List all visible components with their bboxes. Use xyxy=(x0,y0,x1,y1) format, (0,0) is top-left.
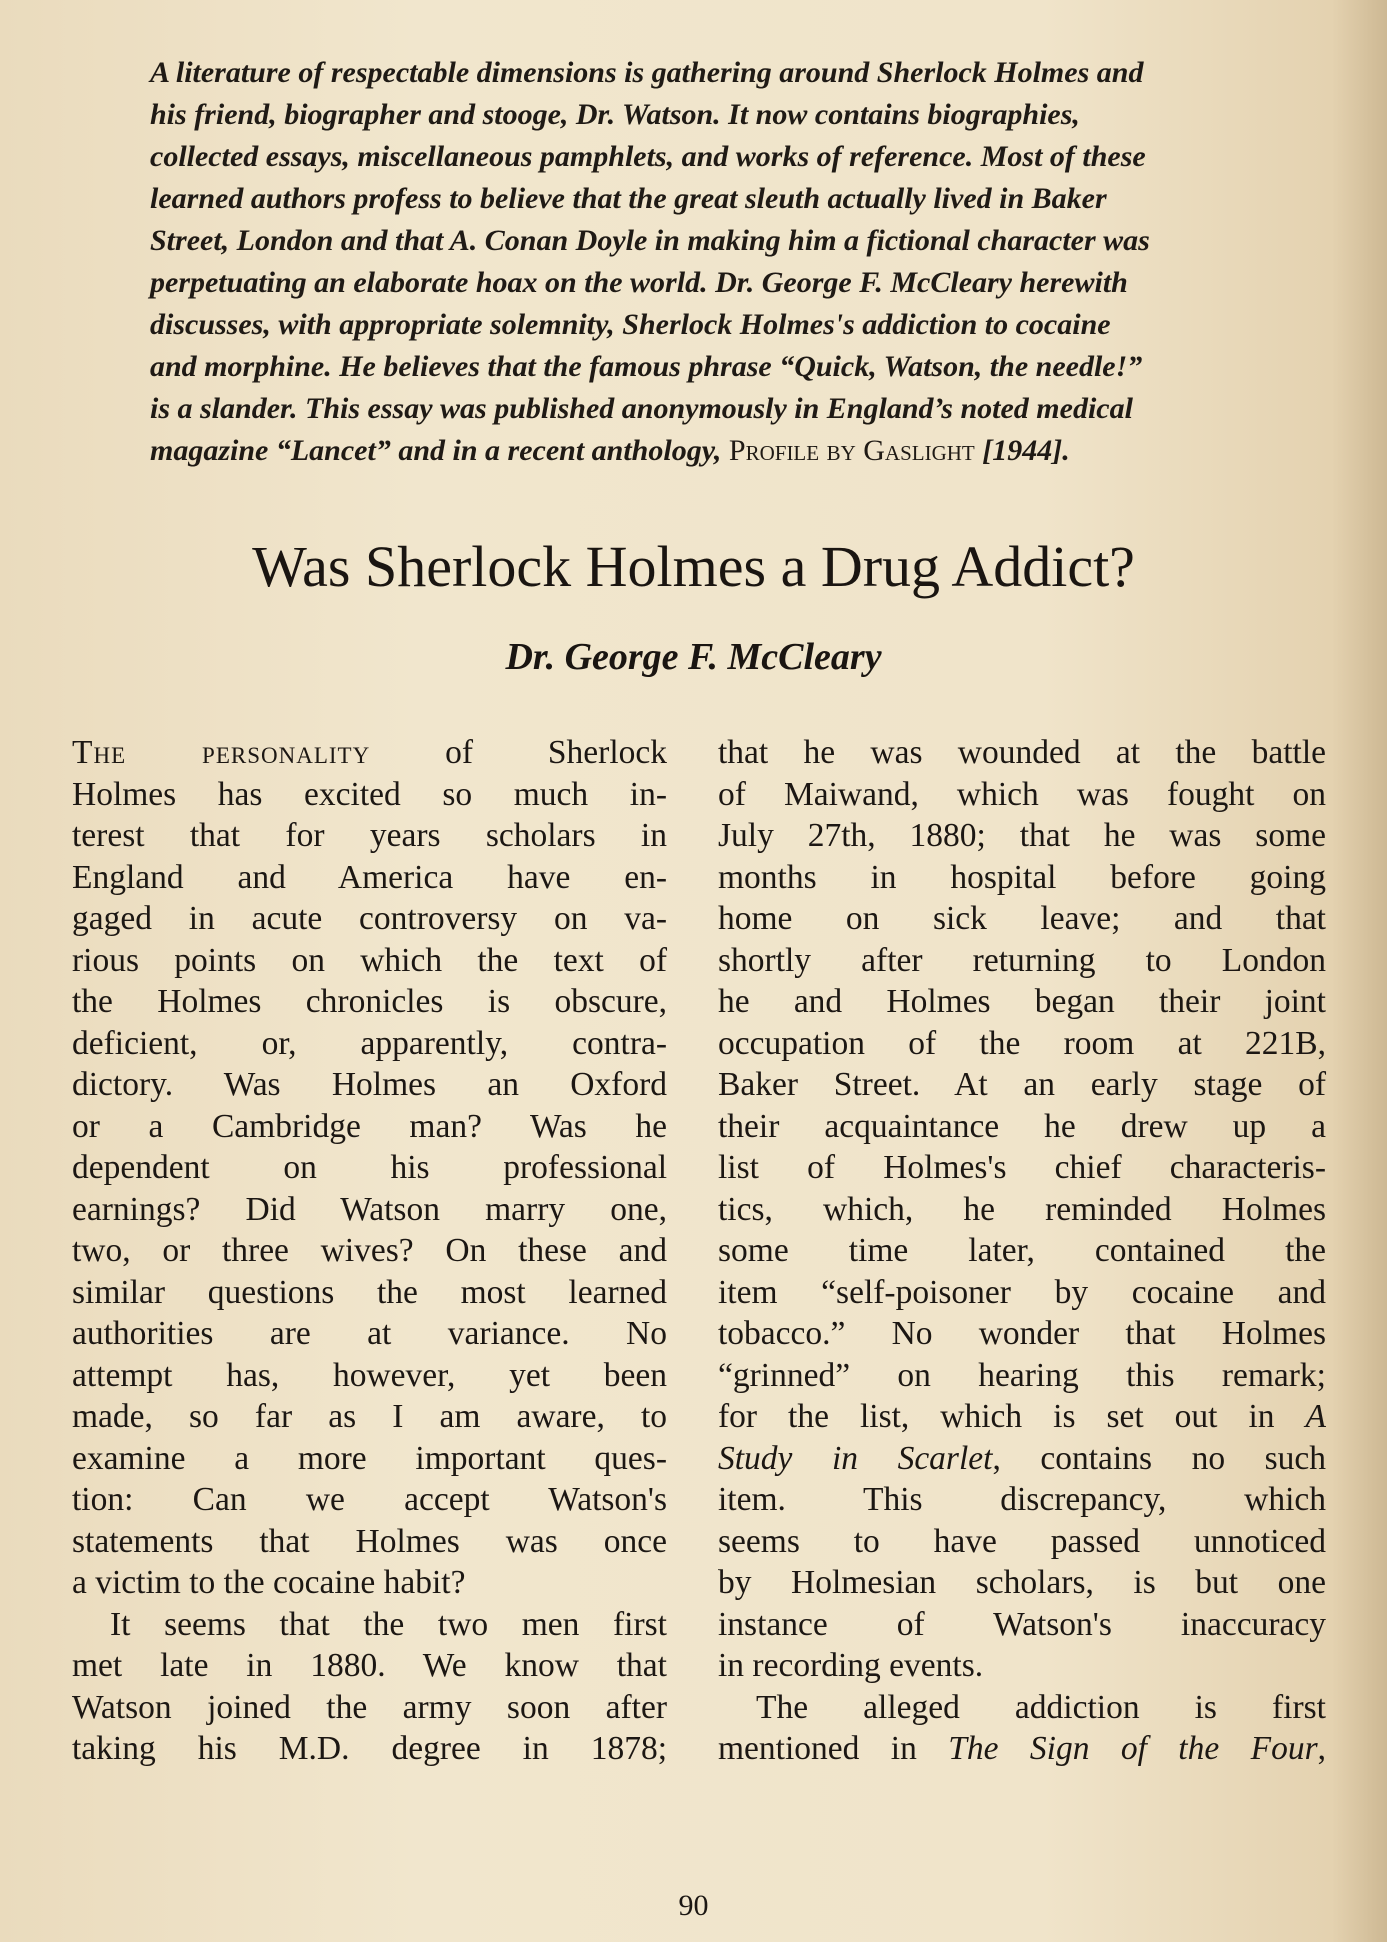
text-fragment: , xyxy=(1317,1730,1327,1767)
text-line: item “self-poisoner by cocaine and xyxy=(718,1273,1326,1311)
page-number: 90 xyxy=(678,1889,709,1922)
text-line: seems to have passed unnoticed xyxy=(718,1522,1326,1560)
text-line: occupation of the room at 221B, xyxy=(718,1024,1326,1062)
text-line: England and America have en- xyxy=(72,858,667,896)
text-fragment: mentioned in xyxy=(718,1730,949,1767)
editorial-introduction xyxy=(150,52,1240,472)
left-text-column xyxy=(72,732,667,1770)
text-line: dependent on his professional xyxy=(72,1149,667,1186)
anthology-year: [1944]. xyxy=(974,434,1070,467)
text-line: tics, which, he reminded Holmes xyxy=(718,1190,1326,1228)
intro-line: Street, London and that A. Conan Doyle in making him a fictional character was xyxy=(150,224,1150,257)
text-line: deficient, or, apparently, contra- xyxy=(72,1024,667,1062)
text-line-with-title xyxy=(718,1728,1326,1770)
article-title: Was Sherlock Holmes a Drug Addict? xyxy=(252,534,1135,599)
book-title-fragment: A xyxy=(1305,1398,1326,1435)
text-line: made, so far as I am aware, to xyxy=(72,1398,667,1435)
anthology-title: Profile by Gaslight xyxy=(728,434,975,467)
intro-line: collected essays, miscellaneous pamphlets, and works of reference. Most of these xyxy=(150,140,1146,173)
text-line: attempt has, however, yet been xyxy=(72,1356,667,1394)
text-line: statements that Holmes was once xyxy=(72,1522,667,1560)
text-line-with-title xyxy=(718,1438,1326,1480)
text-line: some time later, contained the xyxy=(718,1232,1326,1269)
right-text-column xyxy=(718,732,1326,1770)
text-line: list of Holmes's chief characteris- xyxy=(718,1149,1326,1186)
text-line: instance of Watson's inaccuracy xyxy=(718,1605,1326,1643)
text-line: the Holmes chronicles is obscure, xyxy=(72,983,667,1020)
text-line: two, or three wives? On these and xyxy=(72,1232,667,1269)
text-line: that he was wounded at the battle xyxy=(718,734,1326,771)
text-line: item. This discrepancy, which xyxy=(718,1481,1326,1518)
text-line: similar questions the most learned xyxy=(72,1273,667,1311)
text-line: July 27th, 1880; that he was some xyxy=(718,817,1326,854)
text-line: gaged in acute controversy on va- xyxy=(72,900,667,937)
text-line: Baker Street. At an early stage of xyxy=(718,1066,1326,1103)
text-line: terest that for years scholars in xyxy=(72,817,667,854)
text-line: tobacco.” No wonder that Holmes xyxy=(718,1315,1326,1352)
text-fragment: for the list, which is set out in xyxy=(718,1398,1306,1435)
text-fragment: , contains no such xyxy=(992,1439,1327,1477)
text-line: their acquaintance he drew up a xyxy=(718,1107,1326,1145)
opening-small-caps: The personality xyxy=(72,734,371,771)
text-line: met late in 1880. We know that xyxy=(72,1647,667,1684)
text-line: authorities are at variance. No xyxy=(72,1315,667,1352)
text-line: of Maiwand, which was fought on xyxy=(718,775,1326,813)
text-line: months in hospital before going xyxy=(718,858,1326,896)
book-title-study-in-scarlet: Study in Scarlet xyxy=(718,1439,993,1477)
text-line: earnings? Did Watson marry one, xyxy=(72,1190,667,1228)
text-line: by Holmesian scholars, is but one xyxy=(718,1564,1326,1601)
text-line-with-title xyxy=(718,1396,1326,1438)
text-line: or a Cambridge man? Was he xyxy=(72,1107,667,1145)
intro-line: and morphine. He believes that the famous phrase “Quick, Watson, the needle!” xyxy=(150,350,1143,383)
intro-line: discusses, with appropriate solemnity, Sherlock Holmes's addiction to cocaine xyxy=(150,308,1111,341)
text-line: rious points on which the text of xyxy=(72,941,667,979)
paragraph-end-line: a victim to the cocaine habit? xyxy=(72,1564,466,1601)
intro-line: his friend, biographer and stooge, Dr. Watson. It now contains biographies, xyxy=(150,98,1080,131)
intro-line: is a slander. This essay was published anonymously in England’s noted medical xyxy=(150,392,1133,425)
paragraph-start-line: It seems that the two men first xyxy=(110,1605,667,1643)
book-title-sign-of-the-four: The Sign of the Four xyxy=(948,1730,1318,1767)
intro-line: learned authors profess to believe that the great sleuth actually lived in Baker xyxy=(150,182,1107,215)
text-line: “grinned” on hearing this remark; xyxy=(718,1356,1326,1394)
article-author: Dr. George F. McCleary xyxy=(505,636,882,678)
opening-line xyxy=(72,732,667,774)
intro-last-line xyxy=(150,430,1240,472)
text-line: taking his M.D. degree in 1878; xyxy=(72,1730,667,1767)
text-line: shortly after returning to London xyxy=(718,941,1326,979)
text-line: examine a more important ques- xyxy=(72,1439,667,1477)
intro-line: A literature of respectable dimensions is gathering around Sherlock Holmes and xyxy=(150,56,1144,89)
text-line: he and Holmes began their joint xyxy=(718,983,1326,1020)
opening-line-rest: of Sherlock xyxy=(370,734,667,771)
intro-last-line-text: magazine “Lancet” and in a recent anthology, xyxy=(150,434,729,467)
text-line: Holmes has excited so much in- xyxy=(72,775,667,813)
paragraph-end-line: in recording events. xyxy=(718,1647,984,1684)
text-line: dictory. Was Holmes an Oxford xyxy=(72,1066,667,1103)
text-line: home on sick leave; and that xyxy=(718,900,1326,937)
paragraph-start-line: The alleged addiction is first xyxy=(756,1688,1326,1726)
intro-line: perpetuating an elaborate hoax on the world. Dr. George F. McCleary herewith xyxy=(150,266,1128,299)
text-line: Watson joined the army soon after xyxy=(72,1688,667,1726)
text-line: tion: Can we accept Watson's xyxy=(72,1481,667,1518)
